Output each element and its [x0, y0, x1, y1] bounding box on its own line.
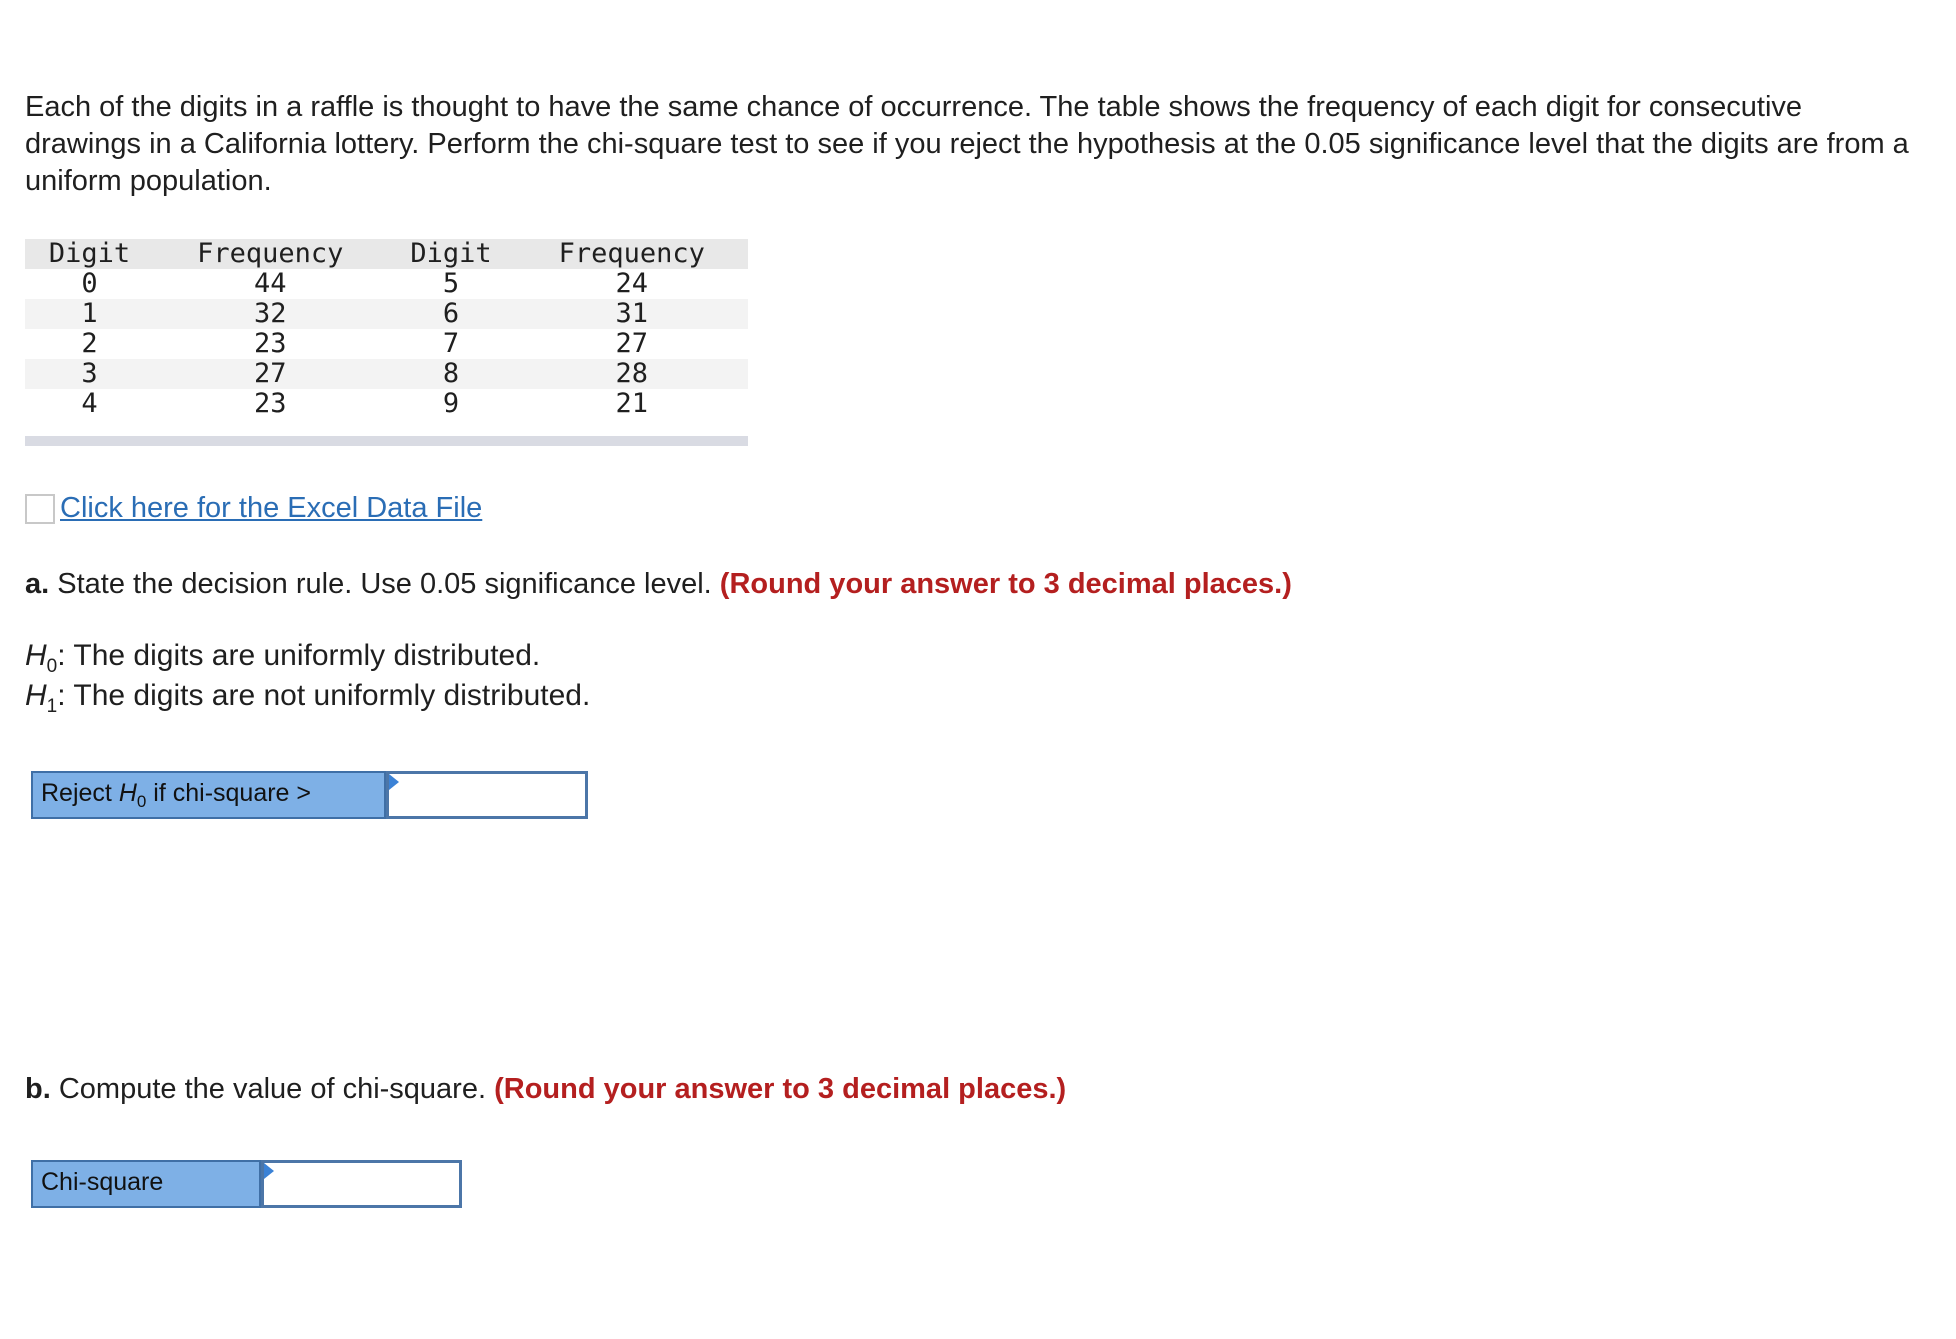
h0-symbol: H: [25, 639, 47, 672]
table-cell: 7: [442, 328, 460, 359]
h1-text: : The digits are not uniformly distributed.: [57, 679, 591, 712]
table-row: [25, 269, 748, 299]
h0-subscript: 0: [46, 656, 58, 677]
col-header-digit-1: Digit: [25, 239, 154, 269]
part-a-text: State the decision rule. Use 0.05 significance level.: [49, 568, 720, 600]
chi-square-answer: [31, 1160, 462, 1208]
table-cell: 1: [25, 299, 154, 329]
excel-data-file: [25, 492, 482, 525]
table-cell: 4: [81, 388, 98, 419]
table-cell: 23: [254, 328, 287, 359]
table-cell: 44: [254, 268, 287, 299]
col-header-frequency-2: Frequency: [516, 239, 748, 269]
table-cell: 28: [516, 359, 748, 389]
part-b-letter: b.: [25, 1073, 51, 1105]
part-b-question: [25, 1073, 1066, 1106]
table-cell: 32: [154, 299, 386, 329]
chi-square-label: Chi-square: [31, 1160, 261, 1208]
alternative-hypothesis: [25, 679, 590, 718]
critical-value-input[interactable]: [386, 771, 588, 819]
h1-subscript: 1: [46, 696, 58, 717]
table-row: [25, 299, 748, 329]
problem-statement: Each of the digits in a raffle is thought to have the same chance of occurrence. The table shows the frequency of each digit for consecutive drawings in a California lottery. Perform the chi-square test to see if you reject the hypothesis at the 0.05 significance level that the digits are from a uniform population.: [25, 91, 1909, 197]
table-cell: 6: [386, 299, 515, 329]
part-b-text: Compute the value of chi-square.: [50, 1073, 495, 1105]
table-cell: 3: [25, 359, 154, 389]
table-cell: 31: [516, 299, 748, 329]
part-a-question: [25, 568, 1292, 601]
table-header-row: [25, 239, 748, 269]
table-spacer: [25, 419, 748, 436]
table-cell: 24: [615, 268, 649, 299]
excel-file-icon[interactable]: [25, 494, 55, 524]
table-cell: 8: [386, 359, 515, 389]
table-cell: 27: [615, 328, 649, 359]
part-b-rounding-note: (Round your answer to 3 decimal places.): [494, 1073, 1067, 1105]
col-header-frequency-1: Frequency: [154, 239, 386, 269]
table-cell: 2: [81, 328, 98, 359]
table-cell: 5: [442, 268, 460, 299]
decision-rule-answer: [31, 771, 588, 819]
part-a-rounding-note: (Round your answer to 3 decimal places.): [719, 568, 1292, 600]
table-row: [25, 389, 748, 419]
table-row: [25, 359, 748, 389]
table-cell: 21: [615, 388, 649, 419]
h1-symbol: H: [25, 679, 47, 712]
table-cell: 27: [154, 359, 386, 389]
table-cell: 9: [442, 388, 460, 419]
frequency-table: [25, 239, 748, 446]
decision-rule-label: Reject $H_0$ if chi-square >: [31, 771, 386, 819]
table-cell: 23: [254, 388, 287, 419]
part-a-letter: a.: [25, 568, 50, 600]
col-header-digit-2: Digit: [386, 239, 515, 269]
table-footer-bar: [25, 436, 748, 446]
null-hypothesis: [25, 639, 540, 678]
excel-data-link[interactable]: Click here for the Excel Data File: [60, 492, 483, 524]
table-row: [25, 329, 748, 359]
chi-square-input[interactable]: [261, 1160, 462, 1208]
table-cell: 0: [81, 268, 98, 299]
h0-text: : The digits are uniformly distributed.: [57, 639, 541, 672]
